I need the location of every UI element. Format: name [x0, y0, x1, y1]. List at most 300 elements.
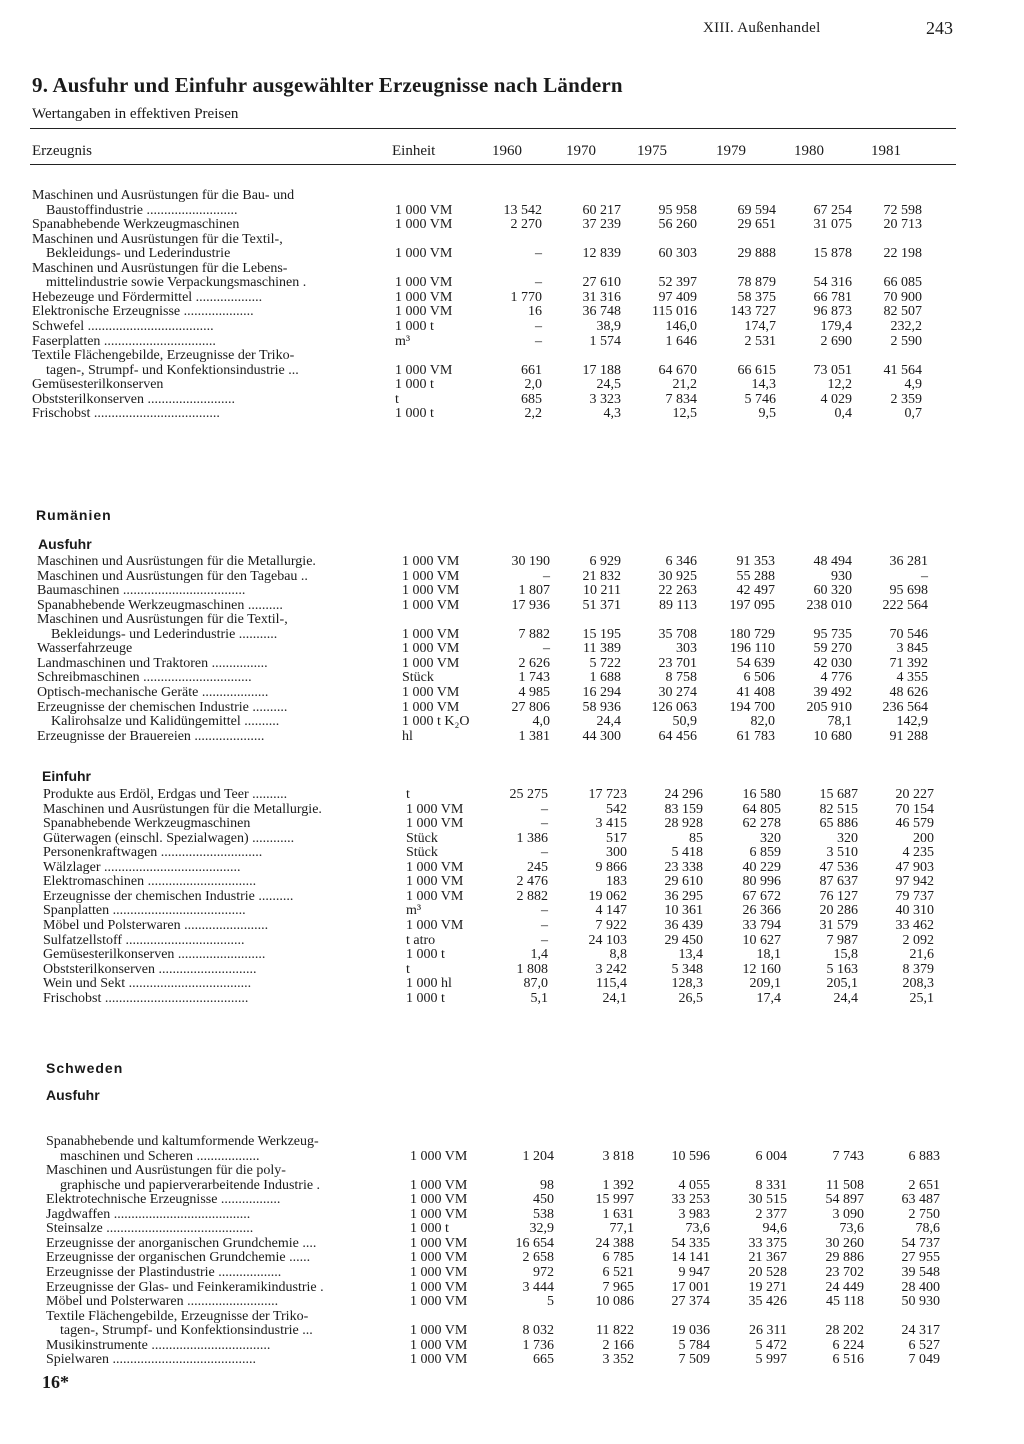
cell-value: 41 408 — [736, 684, 775, 700]
cell-value: 16 654 — [515, 1235, 554, 1251]
header-rule-bottom — [30, 164, 956, 165]
cell-value: 69 594 — [737, 202, 776, 218]
row-label: maschinen und Scheren .................. — [60, 1148, 260, 1164]
row-label: Frischobst ......................................... — [43, 990, 249, 1006]
cell-value: 60 320 — [813, 583, 852, 599]
cell-value: 24,5 — [596, 377, 621, 393]
cell-value: 5 418 — [671, 845, 703, 861]
row-label: Güterwagen (einschl. Spezialwagen) ............ — [43, 830, 295, 846]
cell-value: 4 235 — [902, 845, 934, 861]
table-row — [0, 1250, 1024, 1265]
cell-value: 12 839 — [582, 246, 621, 262]
cell-value: 183 — [606, 874, 627, 890]
cell-value: 28 400 — [901, 1279, 940, 1295]
row-unit: t — [406, 787, 410, 802]
cell-value: 14 141 — [671, 1250, 710, 1266]
cell-value: 1 386 — [516, 830, 548, 846]
row-label: Erzeugnisse der Glas- und Feinkeramikindustrie . — [46, 1279, 324, 1295]
cell-value: 1 646 — [665, 333, 697, 349]
cell-value: 196 110 — [730, 641, 775, 657]
cell-value: 42 030 — [813, 655, 852, 671]
cell-value: 7 965 — [602, 1279, 634, 1295]
table-row — [0, 275, 1024, 290]
row-label: Maschinen und Ausrüstungen für die poly- — [46, 1163, 286, 1179]
table-row — [0, 918, 1024, 933]
cell-value: 1 688 — [589, 670, 621, 686]
cell-value: 17 001 — [671, 1279, 710, 1295]
cell-value: 30 260 — [825, 1235, 864, 1251]
row-label: Möbel und Polsterwaren ........................ — [43, 917, 269, 933]
row-unit: 1 000 VM — [395, 202, 453, 218]
row-label: Gemüsesterilkonserven ......................... — [43, 947, 266, 963]
cell-value: 1 808 — [516, 961, 548, 977]
cell-value: 2 531 — [744, 333, 776, 349]
cell-value: 2 658 — [522, 1250, 554, 1266]
cell-value: 1 736 — [522, 1337, 554, 1353]
table-row — [0, 1192, 1024, 1207]
row-unit: 1 000 VM — [406, 874, 464, 890]
cell-value: – — [535, 275, 542, 291]
row-unit: 1 000 VM — [402, 641, 460, 657]
cell-value: 45 118 — [826, 1294, 864, 1310]
row-label: tagen-, Strumpf- und Konfektionsindustrie ... — [60, 1323, 313, 1339]
table-row — [0, 1134, 1024, 1149]
group-title-rumaenien-einfuhr: Einfuhr — [42, 768, 91, 784]
row-label: Optisch-mechanische Geräte ................... — [37, 684, 269, 700]
row-label: tagen-, Strumpf- und Konfektionsindustrie ... — [46, 362, 299, 378]
cell-value: 16 294 — [582, 684, 621, 700]
table-row — [0, 947, 1024, 962]
row-label: Spanabhebende Werkzeugmaschinen — [32, 217, 240, 233]
cell-value: 209,1 — [749, 976, 781, 992]
cell-value: – — [541, 903, 548, 919]
cell-value: 197 095 — [729, 597, 775, 613]
row-unit: 1 000 VM — [395, 217, 453, 233]
row-label: Kalirohsalze und Kalidüngemittel .......... — [51, 714, 280, 730]
table-row — [0, 1265, 1024, 1280]
table-row — [0, 1352, 1024, 1367]
cell-value: 7 834 — [665, 391, 697, 407]
row-label: Bekleidungs- und Lederindustrie — [46, 246, 231, 262]
row-label: Erzeugnisse der chemischen Industrie .......... — [37, 699, 288, 715]
page-number: 243 — [926, 18, 953, 38]
row-unit: 1 000 VM — [402, 583, 460, 599]
row-unit: 1 000 VM — [402, 568, 460, 584]
cell-value: 450 — [533, 1192, 554, 1208]
cell-value: 33 375 — [748, 1235, 787, 1251]
column-header-1970: 1970 — [566, 143, 596, 159]
table-row — [0, 802, 1024, 817]
cell-value: 6 506 — [743, 670, 775, 686]
cell-value: 9 947 — [678, 1264, 710, 1280]
cell-value: 54 897 — [825, 1192, 864, 1208]
cell-value: 21 367 — [748, 1250, 787, 1266]
cell-value: 9 866 — [595, 859, 627, 875]
cell-value: 1 574 — [589, 333, 621, 349]
cell-value: 4 355 — [896, 670, 928, 686]
row-unit: 1 000 VM — [410, 1352, 468, 1368]
cell-value: 24 388 — [595, 1235, 634, 1251]
row-unit: 1 000 hl — [406, 976, 452, 992]
cell-value: 6 521 — [602, 1264, 634, 1280]
table-row — [0, 976, 1024, 991]
cell-value: 303 — [676, 641, 697, 657]
cell-value: – — [535, 333, 542, 349]
cell-value: 37 239 — [582, 217, 621, 233]
cell-value: 16 — [528, 304, 542, 320]
cell-value: 8,8 — [609, 947, 627, 963]
row-label: Hebezeuge und Fördermittel ................... — [32, 289, 263, 305]
cell-value: 174,7 — [744, 318, 776, 334]
cell-value: 685 — [521, 391, 542, 407]
cell-value: 55 288 — [736, 568, 775, 584]
cell-value: 661 — [521, 362, 542, 378]
row-label: Elektronische Erzeugnisse .................... — [32, 304, 254, 320]
cell-value: 47 903 — [895, 859, 934, 875]
row-label: Musikinstrumente .................................. — [46, 1337, 271, 1353]
section-title-rumaenien: Rumänien — [36, 507, 112, 523]
cell-value: 23 702 — [825, 1264, 864, 1280]
cell-value: 19 271 — [748, 1279, 787, 1295]
row-label: Maschinen und Ausrüstungen für den Tagebau .. — [37, 568, 308, 584]
table-title: 9. Ausfuhr und Einfuhr ausgewählter Erzeugnisse nach Ländern — [32, 73, 623, 97]
table-row — [0, 1338, 1024, 1353]
row-unit: 1 000 VM — [410, 1148, 468, 1164]
row-label: Spanplatten ...................................... — [43, 903, 246, 919]
row-label: Schwefel .................................... — [32, 318, 214, 334]
row-unit: 1 000 t — [406, 947, 445, 963]
cell-value: 38,9 — [596, 318, 621, 334]
table-row — [0, 656, 1024, 671]
row-unit: 1 000 VM — [402, 684, 460, 700]
cell-value: 39 548 — [901, 1264, 940, 1280]
cell-value: 3 818 — [602, 1148, 634, 1164]
table-row — [0, 569, 1024, 584]
cell-value: 22 198 — [883, 246, 922, 262]
cell-value: 21 832 — [582, 568, 621, 584]
cell-value: 24,4 — [833, 990, 858, 1006]
cell-value: 50 930 — [901, 1294, 940, 1310]
group-title-rumaenien-ausfuhr: Ausfuhr — [38, 536, 92, 552]
table-subtitle: Wertangaben in effektiven Preisen — [32, 106, 239, 122]
cell-value: 21,2 — [672, 377, 697, 393]
cell-value: 972 — [533, 1264, 554, 1280]
row-label: Maschinen und Ausrüstungen für die Textil-, — [32, 231, 283, 247]
cell-value: 4 776 — [820, 670, 852, 686]
cell-value: 29 886 — [825, 1250, 864, 1266]
row-label: Spanabhebende Werkzeugmaschinen .......... — [37, 597, 283, 613]
cell-value: 51 371 — [582, 597, 621, 613]
cell-value: 17 188 — [582, 362, 621, 378]
cell-value: 4,0 — [532, 714, 550, 730]
cell-value: 2 882 — [516, 888, 548, 904]
cell-value: 517 — [606, 830, 627, 846]
cell-value: 7 882 — [518, 626, 550, 642]
cell-value: 36 748 — [582, 304, 621, 320]
cell-value: 1 770 — [510, 289, 542, 305]
cell-value: 10 086 — [595, 1294, 634, 1310]
row-label: Sulfatzellstoff .................................. — [43, 932, 245, 948]
cell-value: 73,6 — [839, 1221, 864, 1237]
cell-value: 33 462 — [895, 917, 934, 933]
table-row — [0, 860, 1024, 875]
row-unit: 1 000 VM — [395, 289, 453, 305]
cell-value: 320 — [837, 830, 858, 846]
row-label: Landmaschinen und Traktoren ................ — [37, 655, 268, 671]
cell-value: 16 580 — [742, 787, 781, 802]
table-row — [0, 612, 1024, 627]
cell-value: 85 — [689, 830, 703, 846]
cell-value: 50,9 — [672, 714, 697, 730]
cell-value: 15,8 — [833, 947, 858, 963]
table-row — [0, 261, 1024, 276]
cell-value: 31 075 — [813, 217, 852, 233]
row-label: Elektrotechnische Erzeugnisse ................. — [46, 1192, 281, 1208]
row-label: Obststerilkonserven ......................... — [32, 391, 235, 407]
cell-value: – — [541, 801, 548, 817]
cell-value: 4,9 — [904, 377, 922, 393]
table-row — [0, 903, 1024, 918]
row-unit: 1 000 t K₂O — [402, 714, 470, 730]
row-label: Spanabhebende Werkzeugmaschinen — [43, 816, 251, 832]
cell-value: 17 723 — [588, 787, 627, 802]
cell-value: 4 029 — [820, 391, 852, 407]
table-row — [0, 1323, 1024, 1338]
cell-value: 8 379 — [902, 961, 934, 977]
cell-value: 54 316 — [813, 275, 852, 291]
cell-value: 40 310 — [895, 903, 934, 919]
cell-value: 6 785 — [602, 1250, 634, 1266]
cell-value: 24,4 — [596, 714, 621, 730]
row-label: Schreibmaschinen ............................... — [37, 670, 252, 686]
cell-value: 87,0 — [523, 976, 548, 992]
table-row — [0, 319, 1024, 334]
cell-value: 7 049 — [908, 1352, 940, 1368]
table-row — [0, 685, 1024, 700]
cell-value: 71 392 — [889, 655, 928, 671]
table-row — [0, 1207, 1024, 1222]
cell-value: 320 — [760, 830, 781, 846]
cell-value: 5 746 — [744, 391, 776, 407]
cell-value: 58 375 — [737, 289, 776, 305]
cell-value: 91 353 — [736, 554, 775, 569]
cell-value: 82 507 — [883, 304, 922, 320]
table-row — [0, 933, 1024, 948]
cell-value: 60 217 — [582, 202, 621, 218]
cell-value: 67 254 — [813, 202, 852, 218]
cell-value: – — [541, 917, 548, 933]
row-unit: 1 000 VM — [410, 1250, 468, 1266]
running-head: XIII. Außenhandel — [703, 20, 821, 36]
cell-value: 3 352 — [602, 1352, 634, 1368]
row-unit: 1 000 t — [395, 377, 434, 393]
cell-value: 28 928 — [664, 816, 703, 832]
cell-value: 63 487 — [901, 1192, 940, 1208]
cell-value: 15 195 — [582, 626, 621, 642]
cell-value: 5 997 — [755, 1352, 787, 1368]
cell-value: 179,4 — [820, 318, 852, 334]
cell-value: 21,6 — [909, 947, 934, 963]
cell-value: 48 626 — [889, 684, 928, 700]
cell-value: 10 596 — [671, 1148, 710, 1164]
cell-value: 115,4 — [596, 976, 627, 992]
table-row — [0, 1280, 1024, 1295]
table-row — [0, 554, 1024, 569]
cell-value: 35 708 — [658, 626, 697, 642]
cell-value: 32,9 — [529, 1221, 554, 1237]
header-rule-top — [30, 128, 956, 129]
cell-value: 82,0 — [750, 714, 775, 730]
cell-value: 20 286 — [819, 903, 858, 919]
cell-value: 3 090 — [832, 1206, 864, 1222]
row-label: Obststerilkonserven ............................ — [43, 961, 257, 977]
table-row — [0, 700, 1024, 715]
column-header-einheit: Einheit — [392, 143, 436, 159]
cell-value: 2,0 — [524, 377, 542, 393]
cell-value: 5 163 — [826, 961, 858, 977]
cell-value: 48 494 — [813, 554, 852, 569]
cell-value: 26 366 — [742, 903, 781, 919]
table-row — [0, 991, 1024, 1006]
cell-value: 54 335 — [671, 1235, 710, 1251]
cell-value: – — [543, 568, 550, 584]
cell-value: 66 615 — [737, 362, 776, 378]
page-signature: 16* — [42, 1372, 69, 1392]
cell-value: 1,4 — [530, 947, 548, 963]
cell-value: 73,6 — [685, 1221, 710, 1237]
cell-value: 31 316 — [582, 289, 621, 305]
row-unit: 1 000 VM — [410, 1264, 468, 1280]
column-header-erzeugnis: Erzeugnis — [32, 143, 92, 159]
row-label: Maschinen und Ausrüstungen für die Lebens- — [32, 260, 288, 276]
cell-value: 24,1 — [602, 990, 627, 1006]
cell-value: 1 392 — [602, 1177, 634, 1193]
table-row — [0, 392, 1024, 407]
cell-value: 62 278 — [742, 816, 781, 832]
table-row — [0, 816, 1024, 831]
cell-value: 3 242 — [595, 961, 627, 977]
column-header-1960: 1960 — [492, 143, 522, 159]
table-row — [0, 831, 1024, 846]
cell-value: 70 900 — [883, 289, 922, 305]
cell-value: 3 983 — [678, 1206, 710, 1222]
cell-value: 24 317 — [901, 1323, 940, 1339]
cell-value: 44 300 — [582, 728, 621, 744]
cell-value: 20 713 — [883, 217, 922, 233]
cell-value: 98 — [540, 1177, 554, 1193]
cell-value: 3 415 — [595, 816, 627, 832]
row-label: Maschinen und Ausrüstungen für die Metallurgie. — [43, 801, 322, 817]
row-label: Baustoffindustrie .......................... — [46, 202, 238, 218]
cell-value: 95 698 — [889, 583, 928, 599]
cell-value: 542 — [606, 801, 627, 817]
cell-value: 36 439 — [664, 917, 703, 933]
cell-value: 80 996 — [742, 874, 781, 890]
row-label: Textile Flächengebilde, Erzeugnisse der Triko- — [32, 348, 295, 364]
cell-value: 24 103 — [588, 932, 627, 948]
cell-value: 35 426 — [748, 1294, 787, 1310]
cell-value: 10 211 — [583, 583, 621, 599]
cell-value: 46 579 — [895, 816, 934, 832]
cell-value: 200 — [913, 830, 934, 846]
cell-value: 47 536 — [819, 859, 858, 875]
row-unit: 1 000 t — [410, 1221, 449, 1237]
cell-value: 3 845 — [896, 641, 928, 657]
row-label: Produkte aus Erdöl, Erdgas und Teer .......... — [43, 787, 288, 802]
cell-value: 6 859 — [749, 845, 781, 861]
column-header-1979: 1979 — [716, 143, 746, 159]
cell-value: 56 260 — [658, 217, 697, 233]
cell-value: 1 381 — [518, 728, 550, 744]
cell-value: 64 805 — [742, 801, 781, 817]
cell-value: 91 288 — [889, 728, 928, 744]
row-unit: m³ — [406, 903, 422, 919]
row-label: Faserplatten ................................ — [32, 333, 216, 349]
row-unit: 1 000 t — [395, 318, 434, 334]
table-row — [0, 232, 1024, 247]
cell-value: 10 361 — [664, 903, 703, 919]
row-label: Jagdwaffen ....................................... — [46, 1206, 251, 1222]
cell-value: 29 651 — [737, 217, 776, 233]
cell-value: 10 680 — [813, 728, 852, 744]
cell-value: 82 515 — [819, 801, 858, 817]
cell-value: 64 456 — [658, 728, 697, 744]
cell-value: 15 687 — [819, 787, 858, 802]
cell-value: 8 032 — [522, 1323, 554, 1339]
table-row — [0, 583, 1024, 598]
cell-value: 72 598 — [883, 202, 922, 218]
table-row — [0, 670, 1024, 685]
cell-value: 7 922 — [595, 917, 627, 933]
cell-value: 12 160 — [742, 961, 781, 977]
cell-value: 26,5 — [678, 990, 703, 1006]
cell-value: 66 085 — [883, 275, 922, 291]
cell-value: 36 281 — [889, 554, 928, 569]
row-unit: 1 000 VM — [410, 1279, 468, 1295]
cell-value: 2 626 — [518, 655, 550, 671]
row-label: mittelindustrie sowie Verpackungsmaschinen . — [46, 275, 307, 291]
cell-value: 33 794 — [742, 917, 781, 933]
row-label: Textile Flächengebilde, Erzeugnisse der Triko- — [46, 1308, 309, 1324]
column-header-1975: 1975 — [637, 143, 667, 159]
cell-value: 5 722 — [589, 655, 621, 671]
cell-value: 13,4 — [678, 947, 703, 963]
cell-value: 22 263 — [658, 583, 697, 599]
table-row — [0, 874, 1024, 889]
cell-value: 30 515 — [748, 1192, 787, 1208]
row-unit: 1 000 VM — [410, 1235, 468, 1251]
cell-value: – — [535, 246, 542, 262]
cell-value: 208,3 — [902, 976, 934, 992]
cell-value: 1 631 — [602, 1206, 634, 1222]
cell-value: 66 781 — [813, 289, 852, 305]
cell-value: 24 449 — [825, 1279, 864, 1295]
cell-value: 40 229 — [742, 859, 781, 875]
cell-value: 2 270 — [510, 217, 542, 233]
cell-value: – — [921, 568, 928, 584]
cell-value: 30 274 — [658, 684, 697, 700]
table-row — [0, 290, 1024, 305]
cell-value: 2 166 — [602, 1337, 634, 1353]
cell-value: 25 275 — [509, 787, 548, 802]
cell-value: 96 873 — [813, 304, 852, 320]
cell-value: 11 389 — [583, 641, 621, 657]
cell-value: 29 450 — [664, 932, 703, 948]
row-unit: 1 000 VM — [410, 1177, 468, 1193]
row-label: Maschinen und Ausrüstungen für die Metallurgie. — [37, 554, 316, 569]
table-row — [0, 377, 1024, 392]
cell-value: 97 409 — [658, 289, 697, 305]
